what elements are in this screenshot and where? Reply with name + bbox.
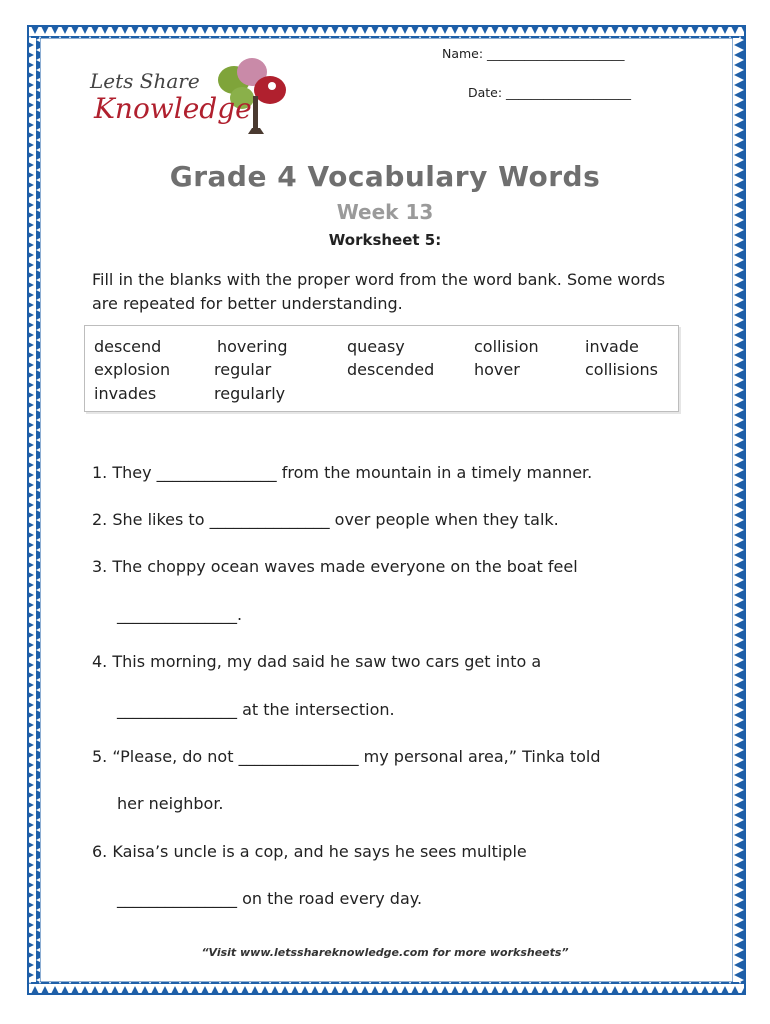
question-4-continued: _______________ at the intersection. <box>117 700 395 719</box>
word-bank <box>84 325 679 412</box>
page-title: Grade 4 Vocabulary Words <box>169 160 601 193</box>
word-bank-item: collisions <box>585 360 658 379</box>
svg-text:Knowledge: Knowledge <box>94 92 252 125</box>
question-6: 6. Kaisa’s uncle is a cop, and he says he sees multiple <box>92 842 527 861</box>
word-bank-item: explosion <box>94 360 171 379</box>
name-field-label: Name: ______________________ <box>442 46 625 61</box>
word-bank-item: regularly <box>214 384 286 403</box>
word-bank-item: regular <box>214 360 272 379</box>
date-field-label: Date: ____________________ <box>468 85 632 100</box>
word-bank-item: hover <box>474 360 520 379</box>
footer-note: “Visit www.letsshareknowledge.com for more worksheets” <box>201 946 569 959</box>
question-6-continued: _______________ on the road every day. <box>117 889 423 908</box>
word-bank-item: invades <box>94 384 157 403</box>
word-bank-item: collision <box>474 337 539 356</box>
instructions: Fill in the blanks with the proper word from the word bank. Some words are repeated for better understanding. <box>92 270 666 313</box>
question-2: 2. She likes to _______________ over people when they talk. <box>92 510 559 529</box>
word-bank-item: queasy <box>347 337 405 356</box>
question-3: 3. The choppy ocean waves made everyone on the boat feel <box>92 557 578 576</box>
question-3-blank: _______________. <box>117 605 243 624</box>
word-bank-item: descended <box>347 360 435 379</box>
question-5-continued: her neighbor. <box>117 794 224 813</box>
question-5: 5. “Please, do not _______________ my personal area,” Tinka told <box>92 747 601 766</box>
word-bank-item: hovering <box>217 337 288 356</box>
lets-share-knowledge-logo <box>86 56 298 136</box>
question-1: 1. They _______________ from the mountain in a timely manner. <box>92 463 593 482</box>
question-4: 4. This morning, my dad said he saw two cars get into a <box>92 652 542 671</box>
word-bank-item: descend <box>94 337 162 356</box>
word-bank-item: invade <box>585 337 639 356</box>
svg-text:Lets Share: Lets Share <box>90 69 200 93</box>
week-label: Week 13 <box>336 200 434 224</box>
worksheet-label: Worksheet 5: <box>328 231 442 249</box>
